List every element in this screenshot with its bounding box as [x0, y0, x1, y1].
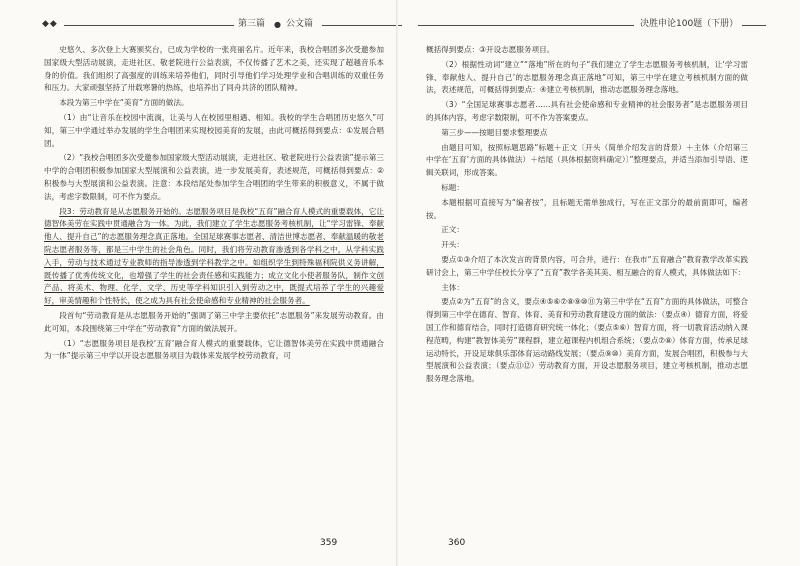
- header-bullet: ●: [274, 20, 281, 29]
- header-diamond-marks: ◆◆: [42, 19, 58, 29]
- paragraph: （2）根据性动词“建立”“落地”所在的句子“我们建立了学生志愿服务考核机制，让‘学习雷锋、奉献他人、提升自己’的志愿服务理念真正落地”可知，第三中学在建立考核机制方面的做法，表述规范，可概括得到要点：④建立考核机制，推动志愿服务理念落地。: [426, 59, 748, 95]
- paragraph: 段3：劳动教育是从志愿服务开始的。志愿服务项目是我校“五育”融合育人模式的重要载体，它让德智体美劳在实践中贯通融合为一体。为此，我们建立了学生志愿服务考核机制，让“学习雷锋、奉献他人、提升自己”的志愿服务理念真正落地。全国足球赛事志愿者、清洁世博志愿者、奉献温暖的敬老院志愿者服务等，都是三中学生的社会角色。同时，我们将劳动教育渗透到各学科之中，从学科实践入手，劳动与技术通过专业教师的指导渗透到学科教学之中。如组织学生到特殊福利院供义务讲解，既传播了优秀传统文化，也增强了学生的社会责任感和实践能力；成立文化小使者服务队，制作文创产品、将美术、物理、化学、文学、历史等学科知识引入到劳动之中，既提式培养了学生的兴趣爱好，审美情趣和个性特长，使之成为具有社会使命感和专业精神的社会服务者。: [44, 206, 384, 306]
- paragraph: 本题根据可直接写为“编者按”，且标题无需单独成行，写在正文部分的最前面即可，编者按。: [426, 197, 748, 220]
- page-number: 359: [320, 538, 338, 548]
- left-page-header: [38, 18, 392, 32]
- header-rule-right: [742, 25, 766, 26]
- right-page: [404, 0, 788, 566]
- header-section: 公文篇: [286, 19, 314, 29]
- header-rule-right: [322, 25, 402, 26]
- label-opening: 开头：: [441, 240, 464, 250]
- paragraph: （3）“全国足球赛事志愿者……具有社会使命感和专业精神的社会服务者”是志愿服务项目的具体内容，考虑字数限制，可不作为答案要点。: [426, 100, 748, 122]
- header-rule: [418, 25, 634, 26]
- left-page: [8, 0, 392, 566]
- right-page-body: [426, 44, 748, 388]
- header-rule: [64, 25, 234, 26]
- header-book-title: 决胜申论100题（下册）: [640, 19, 739, 29]
- header-chapter: 第三篇: [238, 19, 266, 29]
- paragraph: 段首句“劳动教育是从志愿服务开始的”强调了第三中学主要依托“志愿服务”来发展劳动教育。由此可知，本段围绕第三中学在“劳动教育”方面的做法展开。: [44, 310, 384, 333]
- book-gutter: [396, 0, 398, 566]
- page-number: 360: [448, 538, 466, 548]
- label-main: 主体：: [441, 282, 464, 292]
- paragraph: 要点②为“五育”的含义，要点④⑤⑥⑦⑧⑨⑩⑪为第三中学在“五育”方面的具体做法，可整合得到第三中学在德育、智育、体育、美育和劳动教育建设方面的做法：（要点④）德育方面，将爱国工作和德育结合，同时打造德育研究统一体化；（要点⑤⑥）智育方面，将一切教育活动纳入课程范畴，构建“教智体美劳”课程群，建立超课程内机组合系统；（要点⑦⑧）体育方面，传承足球运动特长，开设足球俱乐部体育运动路线发展；（要点⑨⑩）美育方面，发展合唱团，积极参与大型展演和公益表演；（要点⑪⑫）劳动教育方面，开设志愿服务项目，建立考核机制，推动志愿服务理念落地。: [426, 297, 748, 384]
- paragraph: （2）“我校合唱团多次受邀参加国家级大型活动展演，走进社区、敬老院进行公益表演”提示第三中学的合唱团积极参加国家大型展演和公益表演，进一步发展美育，表述规范，可概括得到要点：②积极参与大型展演和公益表演。注意：本段结尾处参加学生合唱团的学生带来的积极意义，不属于做法，考虑字数限制，可不作为要点。: [44, 153, 384, 201]
- paragraph: 要点①③介绍了本次发言的背景内容，可合并，进行：在我市“五育融合”教育教学改革实践研讨会上，第三中学任校长分享了“五育”教学各美其美、相互融合的育人模式，具体做法如下：: [426, 254, 748, 277]
- paragraph: （1）“志愿服务项目是我校‘五育’融合育人模式的重要载体，它让德智体美劳在实践中贯通融合为一体”提示第三中学以开设志愿服务项目为载体来发展学校劳动教育，可: [44, 338, 384, 361]
- paragraph: 史悠久、多次登上大赛颁奖台，已成为学校的一张亮丽名片。近年来，我校合唱团多次受邀参加国家级大型活动展演，走进社区、敬老院进行公益表演，不仅传播了艺术之美，还实现了超越音乐本身的价值。我们组织了高强度的训练来培养他们，同时引导他们学习处理学业和合唱训练的双重任务和压力。大家顽强坚持了卅载寒暑的热练，也培养出了同舟共济的团队精神。: [44, 45, 384, 93]
- left-page-body: [44, 44, 384, 365]
- paragraph: 由题目可知，按照标题思路“标题＋正文〔开头（简单介绍发言的背景）＋主体（介绍第三中学在‘五育’方面的具体做法）＋结尾（具体根据资料确定）〕”整理要点，并适当添加引导语、逻辑关联词，形成答案。: [426, 142, 748, 178]
- label-title: 标题：: [441, 182, 464, 192]
- paragraph: （1）由“让音乐在校园中流淌，让美与人在校园里相遇、相知。我校的学生合唱团历史悠久”可知，第三中学通过举办发展的学生合唱团来实现校园美育的发展，由此可概括得到要点：①发展合唱团。: [44, 112, 384, 148]
- label-body: 正文：: [441, 225, 464, 235]
- right-page-header: [408, 18, 762, 32]
- section-heading: 第三步——按题目要求整理要点: [441, 127, 548, 137]
- paragraph: 概括得到要点：③开设志愿服务项目。: [426, 45, 555, 54]
- paragraph: 本段为第三中学在“美育”方面的做法。: [59, 98, 189, 108]
